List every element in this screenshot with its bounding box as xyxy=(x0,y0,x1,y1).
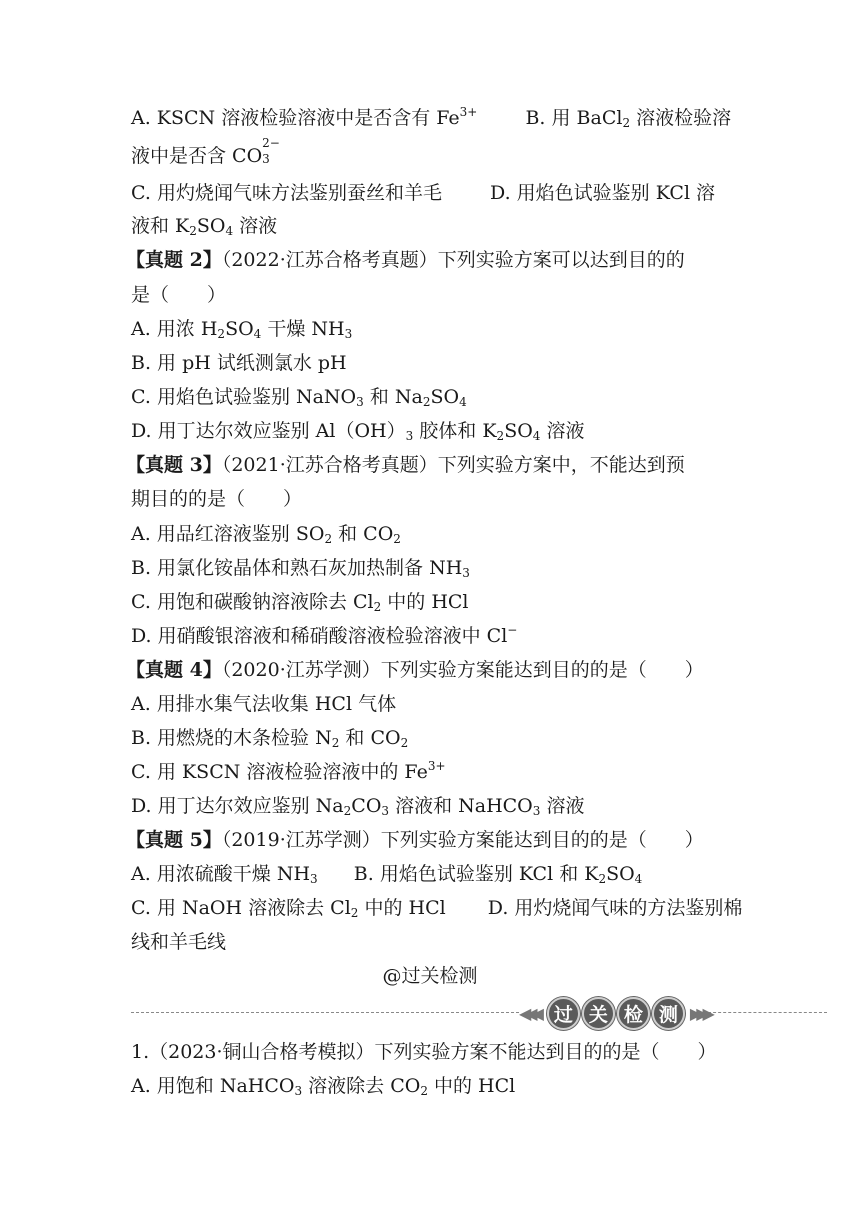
option-line: 线和羊毛线 xyxy=(131,931,227,953)
banner-badge xyxy=(519,996,709,1030)
question-line: 是（ ） xyxy=(131,284,227,306)
option-line: C. 用 KSCN 溶液检验溶液中的 $Fe^{3+}$ xyxy=(131,759,446,783)
banner-rule-right xyxy=(703,1012,827,1013)
question-heading: 【真题 4】（2020·江苏学测）下列实验方案能达到目的的是（ ） xyxy=(126,659,704,681)
question-heading: 【真题 2】（2022·江苏合格考真题）下列实验方案可以达到目的的 xyxy=(126,249,685,271)
option-line: B. 用燃烧的木条检验 $N_2$ 和 $CO_2$ xyxy=(131,727,409,750)
arrows-right-icon: ▶▶▶ xyxy=(689,1003,709,1023)
banner-char: 测 xyxy=(652,997,685,1030)
option-line: A. 用浓 $H_2SO_4$ 干燥 $NH_3$ xyxy=(131,318,353,341)
option-b-text: B. 用 BaCl xyxy=(525,107,623,129)
banner-char: 关 xyxy=(582,997,615,1030)
question-heading: 【真题 3】（2021·江苏合格考真题）下列实验方案中，不能达到预 xyxy=(126,454,685,476)
option-line: A. 用排水集气法收集 HCl 气体 xyxy=(131,693,397,715)
banner-rule-left xyxy=(131,1012,519,1013)
section-banner xyxy=(131,996,827,1030)
option-line: A. 用品红溶液鉴别 $SO_2$ 和 $CO_2$ xyxy=(131,523,401,546)
option-line: C. 用灼烧闻气味方法鉴别蚕丝和羊毛 D. 用焰色试验鉴别 KCl 溶 xyxy=(131,182,716,204)
question-heading: 【真题 5】（2019·江苏学测）下列实验方案能达到目的的是（ ） xyxy=(126,829,704,851)
question-line: 期目的的是（ ） xyxy=(131,488,303,510)
option-line: B. 用氯化铵晶体和熟石灰加热制备 $NH_3$ xyxy=(131,557,470,580)
banner-char: 检 xyxy=(617,997,650,1030)
option-line: C. 用 NaOH 溶液除去 $Cl_2$ 中的 HCl D. 用灼烧闻气味的方法鉴别棉 xyxy=(131,897,743,920)
option-line: A. 用饱和 NaHCO$_3$ 溶液除去 $CO_2$ 中的 HCl xyxy=(131,1075,516,1098)
option-line: D. 用硝酸银溶液和稀硝酸溶液检验溶液中 Cl− xyxy=(131,623,518,647)
option-line: D. 用丁达尔效应鉴别 $Al(OH)_3$ 胶体和 $K_2SO_4$ 溶液 xyxy=(131,420,585,443)
option-a-text: A. KSCN 溶液检验溶液中是否含有 Fe xyxy=(131,107,460,129)
option-line: A. KSCN 溶液检验溶液中是否含有 $Fe^{3+}$ B. 用 BaCl$_2$ 溶液检验溶 xyxy=(131,105,732,130)
arrows-left-icon: ◀◀◀ xyxy=(519,1003,538,1023)
option-line: 液中是否含 CO 2− 3 xyxy=(131,136,280,167)
option-line: D. 用丁达尔效应鉴别 $Na_2CO_3$ 溶液和 NaHCO$_3$ 溶液 xyxy=(131,795,585,818)
question-line: 1.（2023·铜山合格考模拟）下列实验方案不能达到目的的是（ ） xyxy=(131,1041,717,1063)
option-line: C. 用饱和碳酸钠溶液除去 $Cl_2$ 中的 HCl xyxy=(131,591,469,614)
carbonate-charge: 2− 3 xyxy=(262,136,280,166)
option-line: B. 用 pH 试纸测氯水 pH xyxy=(131,352,347,374)
banner-char: 过 xyxy=(547,997,580,1030)
option-line: C. 用焰色试验鉴别 NaNO$_3$ 和 $Na_2SO_4$ xyxy=(131,386,467,409)
option-line: A. 用浓硫酸干燥 $NH_3$ B. 用焰色试验鉴别 KCl 和 $K_2SO_4$ xyxy=(131,863,643,886)
section-note: @过关检测 xyxy=(382,965,478,987)
option-line: 液和 $K_2SO_4$ 溶液 xyxy=(131,215,278,238)
